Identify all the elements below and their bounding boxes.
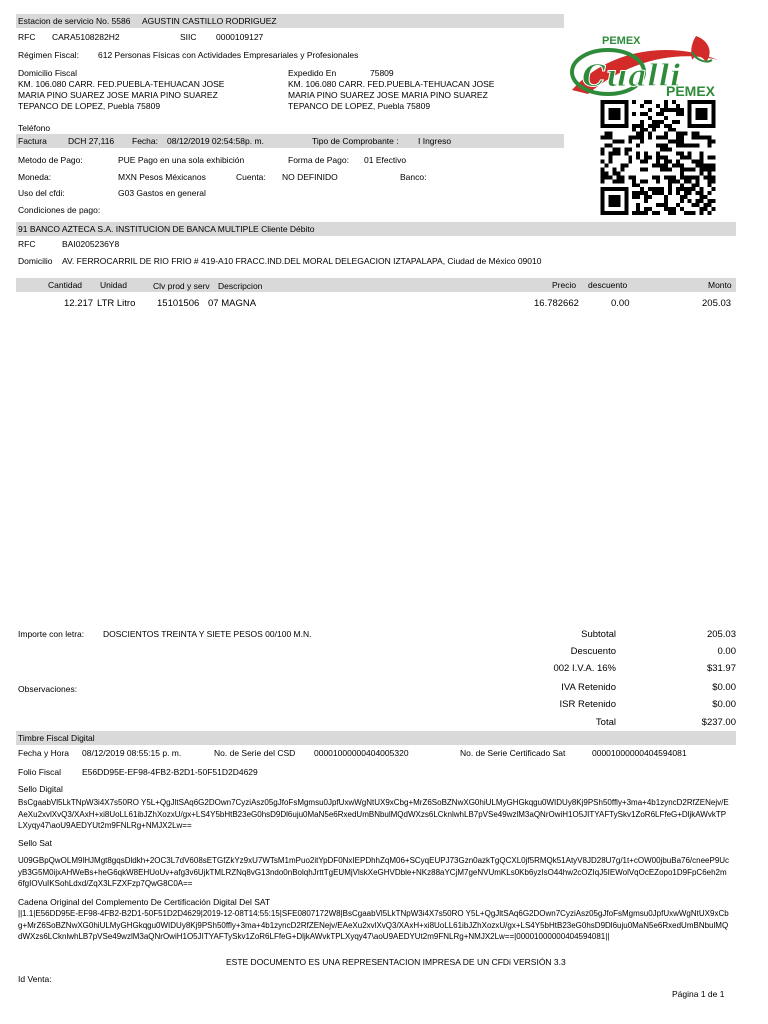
observaciones-label: Observaciones: — [18, 684, 78, 694]
fecha-label: Fecha: — [132, 136, 158, 146]
row-precio: 16.782662 — [534, 298, 579, 309]
row-clave: 15101506 — [157, 298, 200, 309]
iva-retenido-value: $0.00 — [712, 682, 736, 693]
iva-label: 002 I.V.A. 16% — [553, 663, 616, 674]
total-value: $237.00 — [701, 717, 736, 728]
total-label: Total — [595, 717, 616, 728]
telefono-label: Teléfono — [18, 123, 51, 133]
tipo-comprobante-value: I Ingreso — [418, 136, 452, 146]
expedido-line: KM. 106.080 CARR. FED.PUEBLA-TEHUACAN JOSE — [288, 79, 495, 89]
forma-label: Forma de Pago: — [288, 155, 349, 165]
factura-label: Factura — [18, 136, 47, 146]
isr-retenido-label: ISR Retenido — [559, 699, 616, 710]
cuenta-label: Cuenta: — [236, 172, 266, 182]
col-descripcion: Descripcion — [218, 281, 263, 291]
sello-digital-value: BsCgaabVl5LkTNpW3i4X7s50RO Y5L+QgJltSAq6G2DOwn7CyziAsz05gJfoFsMgmsu0JpfUxwWgNtUX9xCbg+MrZ6SoBZNwXG0hiULMyGHGkqgu0WIDUy8Kj9PSh50ffly+3ma+4b1zyncD2RfZENejv/EAeXu2xvlXvQ3/XAxH+xi8UoLL61ibJZhXozxU/gx+LS4Y5bHtB23eG0hsD9Dl6uju0MaN5e6RxedUmBNbulMQdWXzs6LCknlwhLB7pVSe49wzlM3aQNrOwiH1O5JITYAFTySkv1ZoR6LFfeG+DljkAWvkTPLXyqy47\aoU9AEDYUt2m9FNLRg+NMJX2Lw== — [18, 798, 729, 830]
tipo-comprobante-label: Tipo de Comprobante : — [312, 136, 399, 146]
rfc-label: RFC — [18, 32, 36, 42]
col-unidad: Unidad — [100, 280, 127, 290]
forma-value: 01 Efectivo — [364, 155, 407, 165]
col-cantidad: Cantidad — [48, 280, 83, 290]
col-descuento: descuento — [588, 280, 628, 290]
page-number: Página 1 de 1 — [672, 989, 725, 999]
folio-fiscal-value: E56DD95E-EF98-4FB2-B2D1-50F51D2D4629 — [82, 767, 258, 777]
domicilio-fiscal-label: Domicilio Fiscal — [18, 68, 78, 78]
metodo-value: PUE Pago en una sola exhibición — [118, 155, 245, 165]
sello-sat-label: Sello Sat — [18, 838, 53, 848]
expedido-line: MARIA PINO SUAREZ JOSE MARIA PINO SUAREZ — [288, 90, 488, 100]
col-precio: Precio — [552, 280, 577, 290]
client-domicilio-value: AV. FERROCARRIL DE RIO FRIO # 419-A10 FRACC.IND.DEL MORAL DELEGACION IZTAPALAPA, Ciudad de México 09010 — [62, 256, 542, 266]
row-monto: 205.03 — [702, 298, 732, 309]
expedido-cp: 75809 — [370, 68, 394, 78]
logo-brand-side: PEMEX — [666, 83, 716, 99]
moneda-label: Moneda: — [18, 172, 52, 182]
serie-csd-value: 00001000000404005320 — [314, 748, 409, 758]
representacion-impresa: ESTE DOCUMENTO ES UNA REPRESENTACION IMPRESA DE UN CFDi VERSIÓN 3.3 — [226, 957, 566, 967]
serie-sat-label: No. de Serie Certificado Sat — [460, 748, 566, 758]
folio-fiscal-label: Folio Fiscal — [18, 767, 61, 777]
rfc-value: CARA5108282H2 — [52, 32, 120, 42]
client-rfc-label: RFC — [18, 239, 36, 249]
serie-sat-value: 00001000000404594081 — [592, 748, 687, 758]
uso-cfdi-label: Uso del cfdi: — [18, 188, 65, 198]
qr-code-icon — [598, 100, 718, 215]
client-rfc-value: BAI0205236Y8 — [62, 239, 120, 249]
uso-cfdi-value: G03 Gastos en general — [118, 188, 206, 198]
col-monto: Monto — [708, 280, 732, 290]
importe-letra-value: DOSCIENTOS TREINTA Y SIETE PESOS 00/100 M.N. — [103, 629, 312, 639]
iva-retenido-label: IVA Retenido — [561, 682, 616, 693]
id-venta-label: Id Venta: — [18, 974, 52, 984]
expedido-line: TEPANCO DE LOPEZ, Puebla 75809 — [288, 101, 431, 111]
moneda-value: MXN Pesos Méxicanos — [118, 172, 206, 182]
regimen-label: Régimen Fiscal: — [18, 50, 79, 60]
sello-digital-label: Sello Digital — [18, 784, 63, 794]
domicilio-line: KM. 106.080 CARR. FED.PUEBLA-TEHUACAN JOSE — [18, 79, 225, 89]
subtotal-value: 205.03 — [706, 629, 736, 640]
station-label: Estacion de servicio No. 5586 — [18, 16, 131, 26]
timbre-fecha-label: Fecha y Hora — [18, 748, 70, 758]
importe-letra-label: Importe con letra: — [18, 629, 85, 639]
row-unidad: LTR Litro — [97, 298, 136, 309]
pemex-cualli-logo — [568, 30, 734, 110]
cuenta-value: NO DEFINIDO — [282, 172, 338, 182]
logo-brand-top: PEMEX — [602, 35, 641, 47]
timbre-band — [16, 731, 736, 745]
cadena-value: ||1.1|E56DD95E-EF98-4FB2-B2D1-50F51D2D4629|2019-12-08T14:55:15|SFE0807172W8|BsCgaabVl5LkTNpW3i4X7s50RO Y5L+QgJltSAq6G2DOwn7CyziAsz05gJfoFsMgmsu0JpfUxwWgNtUX9xCbg+MrZ6SoBZNwXG0hiULMyGHGkqgu0WIDUy8Kj9PSh50ffly+3ma+4b1zyncD2RfZENejv/EAeXu2xvlXvQ3/XAxH+xi8UoLL61ibJZhXozxU/gx+LS4Y5bHtB23eG0hsD9Dl6uju0MaN5e6RxedUmBNbulMQdWXzs6LCknlwhLB7pVSe49wzlM3aQNrOwiH1O5JITYAFTySkv1ZoR6LFfeG+DljkAWvkTPLXyqy47\aoU9AEDYUt2m9FNLRg+NMJX2Lw==|00001000000404594081|| — [18, 909, 729, 941]
factura-folio: DCH 27,116 — [68, 136, 115, 146]
logo-brand-script: Cualli — [582, 59, 682, 94]
client-domicilio-label: Domicilio — [18, 256, 53, 266]
sello-sat-value: U09GBpQwOLM9lHJMgt8gqsDldkh+2OC3L7dV608sETGfZkYz9xU7WTsM1mPuo2itYpDF0NxIEPDhhZqM06+SCyqEUPJ73Gzn0azkTgQCXL0jf5RMQk51AtyV8JD28U7g/1t+cOW00jbuBa76/cneeP9UcyB3G5M0ijxAHWeBs+heG6qkW8EHUoUv+afg3v6UjkTMLRZNq8vG13ndo0nBolqhJrttTgEUMjVlskXeGHVDble+NKz88aYCjM7geNVUmKLs0Kb6yzIsO44hw2cOZIqJ5IEWolVqOcEZopo1D9FpC6eh2m6fgIOVuIKSohLdxd/ZqX3LFZXFzp7QwG8C0A== — [18, 856, 730, 888]
timbre-fecha-value: 08/12/2019 08:55:15 p. m. — [82, 748, 182, 758]
siic-value: 0000109127 — [216, 32, 264, 42]
metodo-label: Metodo de Pago: — [18, 155, 83, 165]
siic-label: SIIC — [180, 32, 197, 42]
regimen-value: 612 Personas Físicas con Actividades Empresariales y Profesionales — [98, 50, 359, 60]
domicilio-line: TEPANCO DE LOPEZ, Puebla 75809 — [18, 101, 161, 111]
client-name: 91 BANCO AZTECA S.A. INSTITUCION DE BANCA MULTIPLE Cliente Débito — [18, 224, 315, 234]
row-descripcion: 07 MAGNA — [208, 298, 257, 309]
row-descuento: 0.00 — [611, 298, 630, 309]
subtotal-label: Subtotal — [581, 629, 616, 640]
row-cantidad: 12.217 — [64, 298, 94, 309]
banco-label: Banco: — [400, 172, 427, 182]
station-name: AGUSTIN CASTILLO RODRIGUEZ — [142, 16, 277, 26]
serie-csd-label: No. de Serie del CSD — [214, 748, 296, 758]
logo-eagle-icon — [691, 36, 709, 62]
fecha-value: 08/12/2019 02:54:58p. m. — [167, 136, 264, 146]
isr-retenido-value: $0.00 — [712, 699, 736, 710]
domicilio-line: MARIA PINO SUAREZ JOSE MARIA PINO SUAREZ — [18, 90, 218, 100]
descuento-value: 0.00 — [717, 646, 736, 657]
iva-value: $31.97 — [706, 663, 736, 674]
cadena-label: Cadena Original del Complemento De Certificación Digital Del SAT — [18, 897, 271, 907]
col-clave: Clv prod y serv — [153, 281, 210, 291]
descuento-label: Descuento — [570, 646, 616, 657]
condiciones-label: Condiciones de pago: — [18, 205, 101, 215]
expedido-label: Expedido En — [288, 68, 337, 78]
timbre-title: Timbre Fiscal Digital — [18, 733, 95, 743]
